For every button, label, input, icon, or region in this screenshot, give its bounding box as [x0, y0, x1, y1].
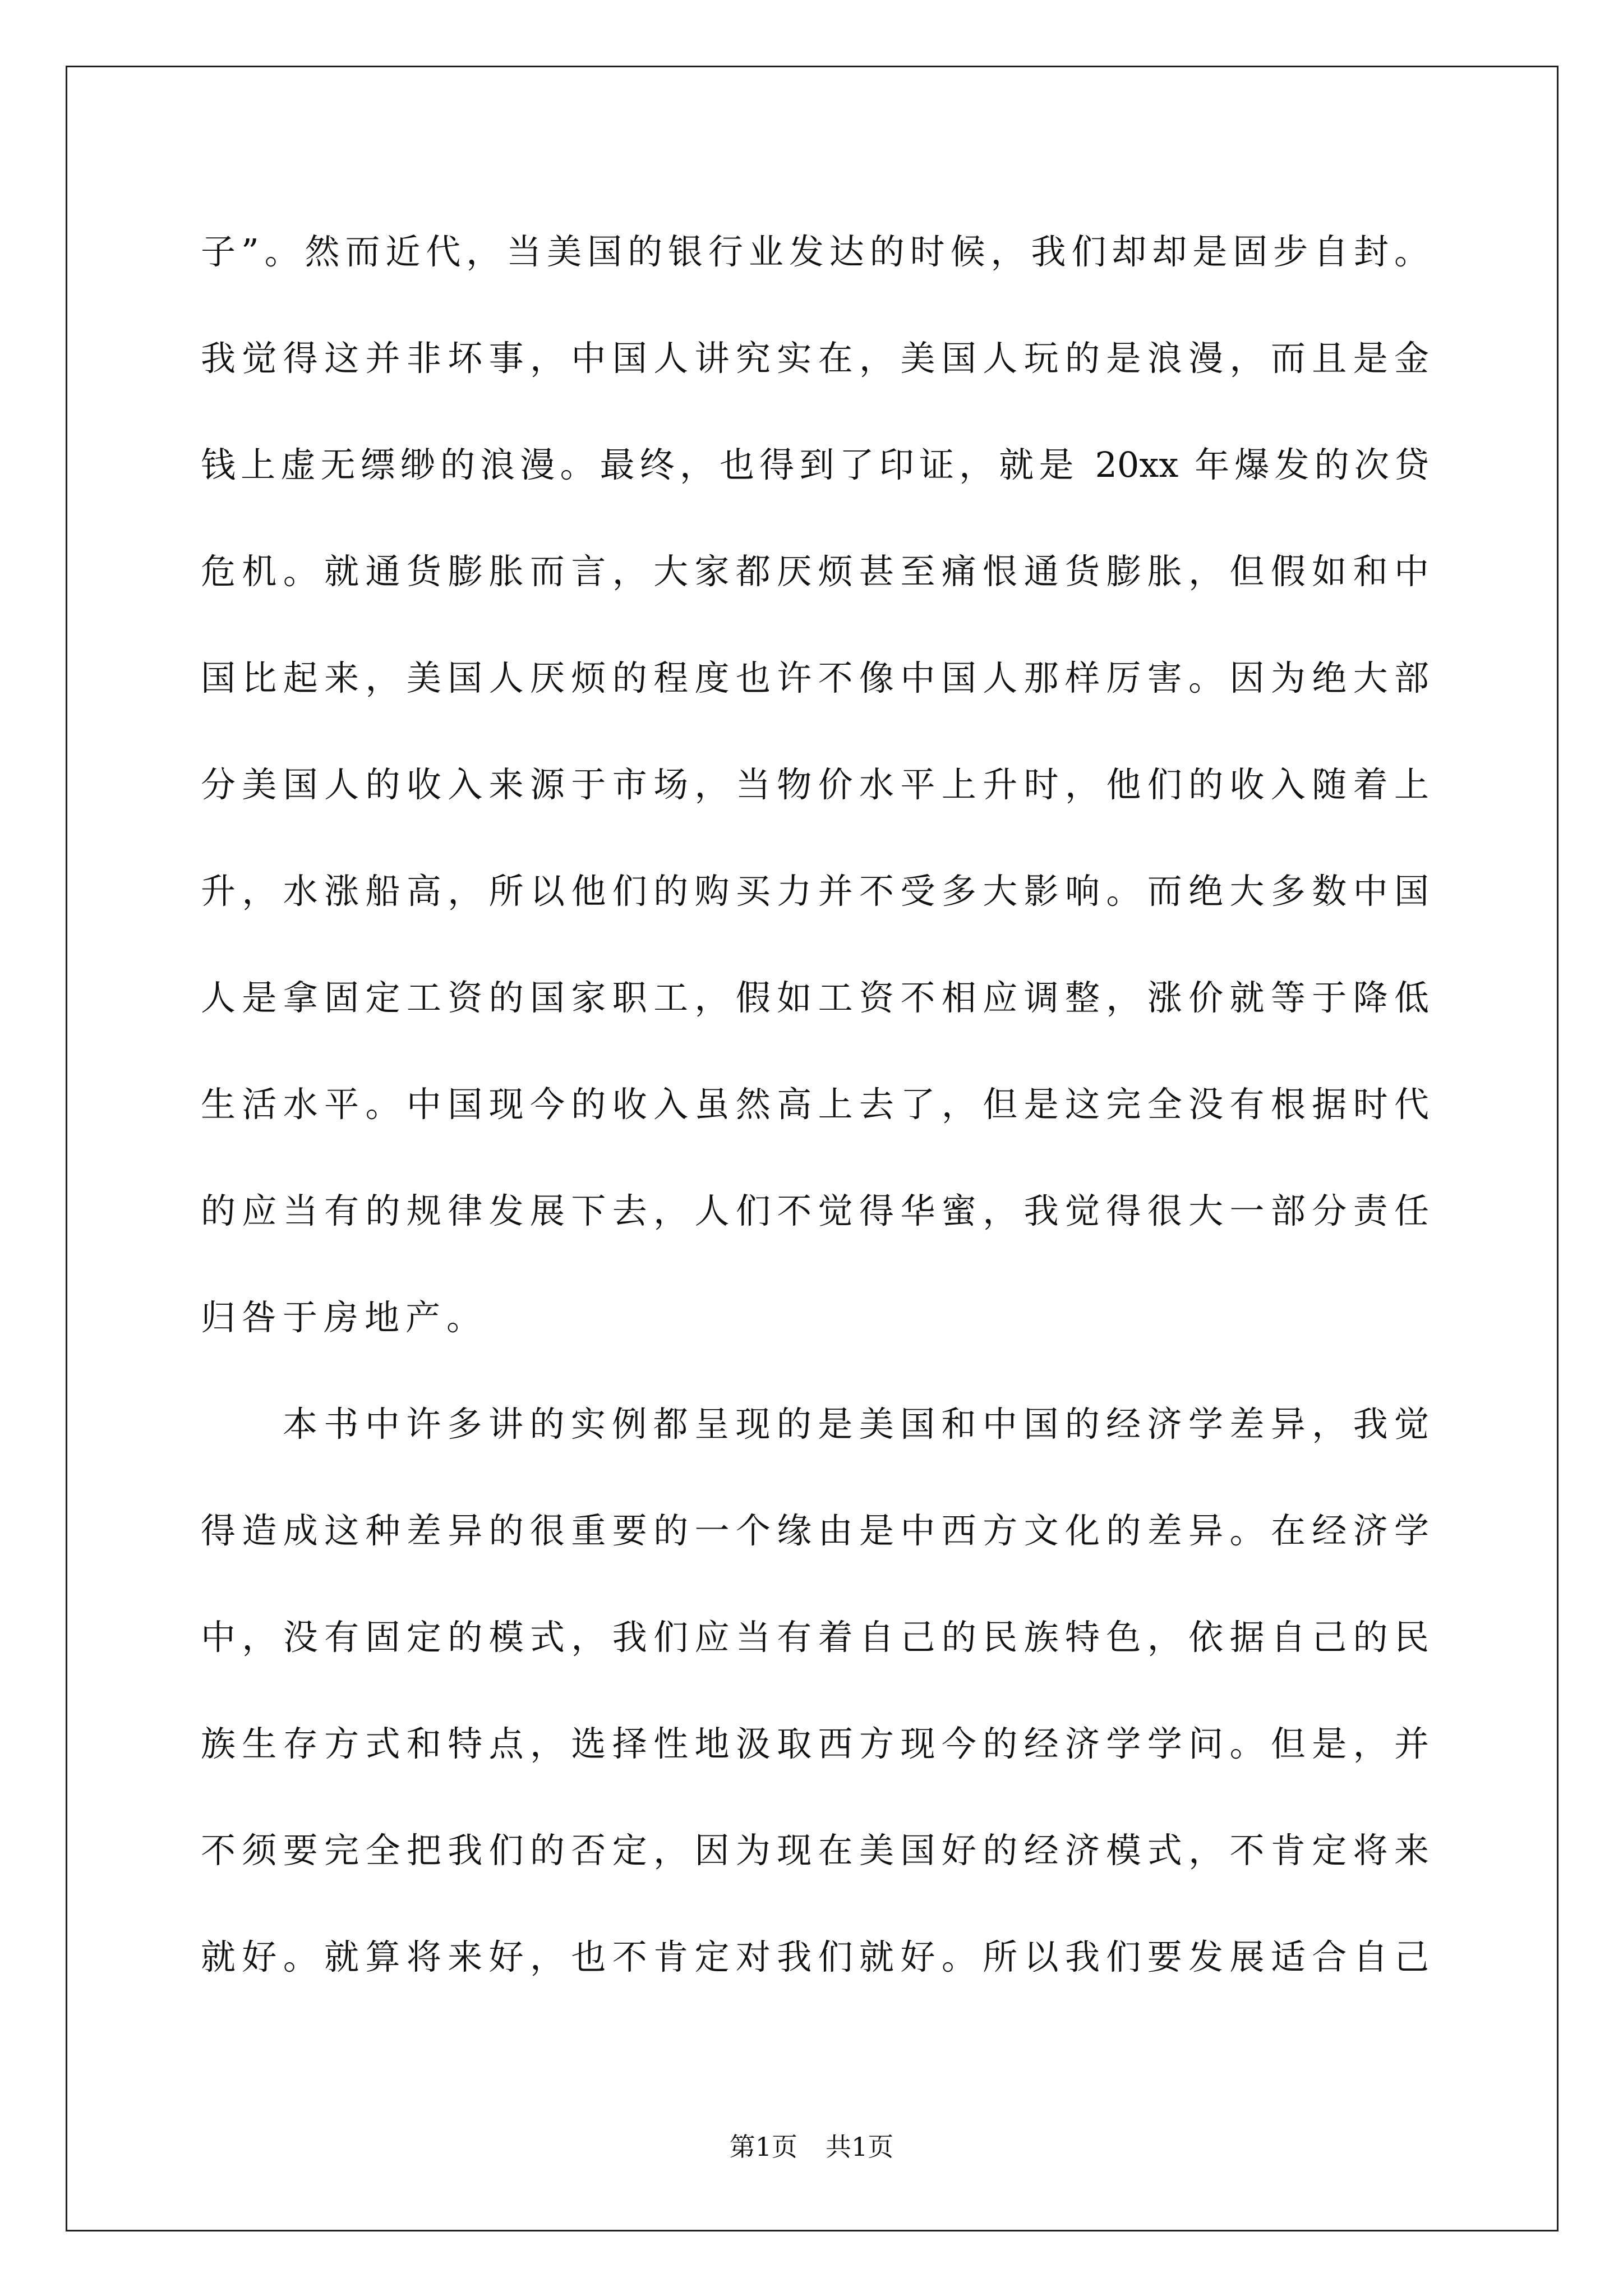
page-total: 共1页 [826, 2132, 894, 2162]
document-body [201, 199, 1429, 2010]
text-line: 子”。然而近代，当美国的银行业发达的时候，我们却却是固步自封。 [201, 231, 1429, 272]
text-line: 分美国人的收入来源于市场，当物价水平上升时，他们的收入随着上 [201, 764, 1429, 805]
text-line: 就好。就算将来好，也不肯定对我们就好。所以我们要发展适合自己 [201, 1936, 1429, 1977]
paragraph-2 [201, 1371, 1429, 2010]
text-line: 族生存方式和特点，选择性地汲取西方现今的经济学学问。但是，并 [201, 1723, 1429, 1764]
page-number: 第1页 [729, 2132, 797, 2162]
text-line: 人是拿固定工资的国家职工，假如工资不相应调整，涨价就等于降低 [201, 977, 1429, 1018]
text-line: 得造成这种差异的很重要的一个缘由是中西方文化的差异。在经济学 [201, 1510, 1429, 1551]
text-line: 钱上虚无缥缈的浪漫。最终，也得到了印证，就是 20xx 年爆发的次贷 [201, 444, 1429, 485]
text-line: 本书中许多讲的实例都呈现的是美国和中国的经济学差异，我觉 [283, 1404, 1429, 1444]
page-footer [0, 2130, 1623, 2164]
text-line: 的应当有的规律发展下去，人们不觉得华蜜，我觉得很大一部分责任 [201, 1190, 1429, 1231]
text-line: 国比起来，美国人厌烦的程度也许不像中国人那样厉害。因为绝大部 [201, 657, 1429, 698]
text-line: 我觉得这并非坏事，中国人讲究实在，美国人玩的是浪漫，而且是金 [201, 338, 1429, 379]
text-line: 生活水平。中国现今的收入虽然高上去了，但是这完全没有根据时代 [201, 1084, 1429, 1125]
text-line: 归咎于房地产。 [201, 1297, 488, 1338]
text-line: 危机。就通货膨胀而言，大家都厌烦甚至痛恨通货膨胀，但假如和中 [201, 551, 1429, 592]
text-line: 升，水涨船高，所以他们的购买力并不受多大影响。而绝大多数中国 [201, 871, 1429, 912]
paragraph-1 [201, 199, 1429, 1371]
text-line: 中，没有固定的模式，我们应当有着自己的民族特色，依据自己的民 [201, 1617, 1429, 1658]
text-line: 不须要完全把我们的否定，因为现在美国好的经济模式，不肯定将来 [201, 1830, 1429, 1871]
